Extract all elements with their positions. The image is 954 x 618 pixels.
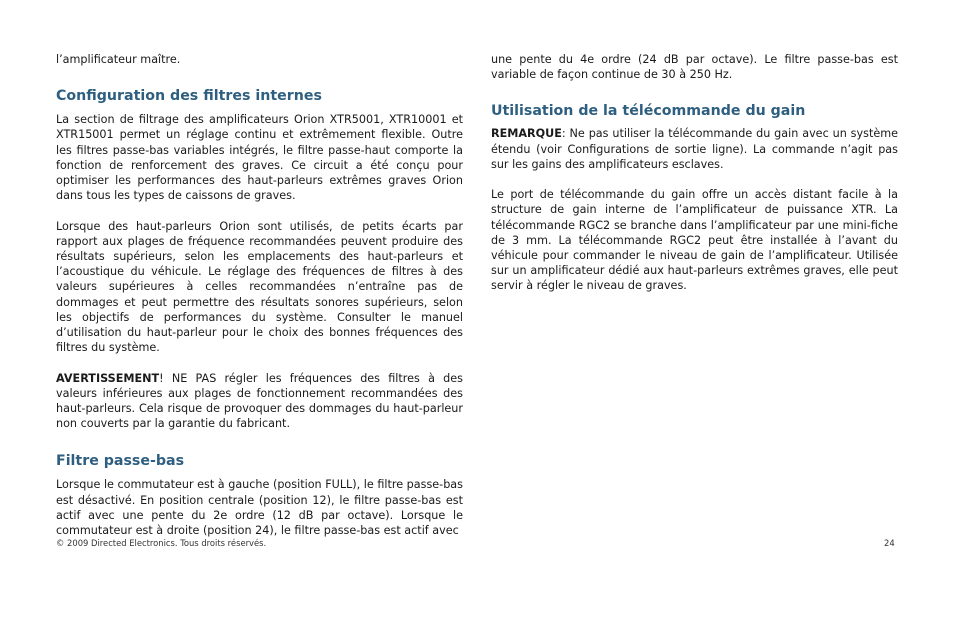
- low-pass-paragraph-1: Lorsque le commutateur est à gauche (position FULL), le filtre passe-bas est désactivé. En position centrale (position 12), le filtre passe-bas est actif avec une pente du 2e ordre (12 dB par octave). Lorsque le commutateur est à droite (position 24), le filtre passe-bas est actif avec: [56, 478, 463, 538]
- footer-copyright: © 2009 Directed Electronics. Tous droits réservés.: [56, 538, 267, 548]
- right-column: [491, 52, 898, 294]
- left-column: [56, 52, 463, 538]
- section-heading-low-pass: Filtre passe-bas: [56, 453, 185, 470]
- warning-paragraph: [56, 371, 463, 432]
- note-paragraph: [491, 126, 898, 172]
- intro-tail-text: l’amplificateur maître.: [56, 53, 181, 66]
- page-number: 24: [884, 538, 895, 548]
- low-pass-continued-text: une pente du 4e ordre (24 dB par octave). Le filtre passe-bas est variable de façon continue de 30 à 250 Hz.: [491, 53, 898, 82]
- warning-label: AVERTISSEMENT: [56, 371, 160, 385]
- paragraph-gap: [56, 203, 463, 218]
- filter-config-paragraph-2: Lorsque des haut-parleurs Orion sont utilisés, de petits écarts par rapport aux plages de fréquence recommandées peuvent produire des résultats supérieurs, selon les emplacements des haut-parleurs et l’acoustique du véhicule. Le réglage des fréquences de filtres à des valeurs supérieures à celles recommandées n’entraîne pas de dommages et peut permettre des résultats sonores supérieurs, selon les objectifs de performances du système. Consulter le manuel d’utilisation du haut-parleur pour le choix des bonnes fréquences des filtres du système.: [56, 219, 463, 355]
- gain-remote-paragraph-1: Le port de télécommande du gain offre un accès distant facile à la structure de gain interne de l’amplificateur de puissance XTR. La télécommande RGC2 se branche dans l’amplificateur par une mini-fiche de 3 mm. La télécommande RGC2 peut être installée à l’avant du véhicule pour commander le niveau de gain de l’amplificateur. Utilisée sur un amplificateur dédié aux haut-parleurs extrêmes graves, elle peut servir à régler le niveau de graves.: [491, 188, 898, 293]
- section-heading-filter-config: Configuration des filtres internes: [56, 88, 322, 105]
- section-heading-gain-remote: Utilisation de la télécommande du gain: [491, 103, 806, 120]
- filter-config-paragraph-1: La section de filtrage des amplificateurs Orion XTR5001, XTR10001 et XTR15001 permet un réglage continu et extrêmement flexible. Outre les filtres passe-bas variables intégrés, le filtre passe-haut comporte la fonction de renforcement des graves. Ce circuit a été conçu pour optimiser les performances des haut-parleurs extrêmes graves Orion dans tous les types de caissons de graves.: [56, 113, 463, 203]
- warning-text: ! NE PAS régler les fréquences des filtres à des valeurs inférieures aux plages de fonctionnement recommandées des haut-parleurs. Cela risque de provoquer des dommages du haut-parleur non couverts par la garantie du fabricant.: [56, 371, 463, 431]
- paragraph-gap: [56, 355, 463, 370]
- paragraph-gap: [491, 172, 898, 187]
- note-text: : Ne pas utiliser la télécommande du gain avec un système étendu (voir Configurations de sortie ligne). La commande n’agit pas sur les gains des amplificateurs esclaves.: [491, 127, 898, 171]
- note-label: REMARQUE: [491, 127, 562, 141]
